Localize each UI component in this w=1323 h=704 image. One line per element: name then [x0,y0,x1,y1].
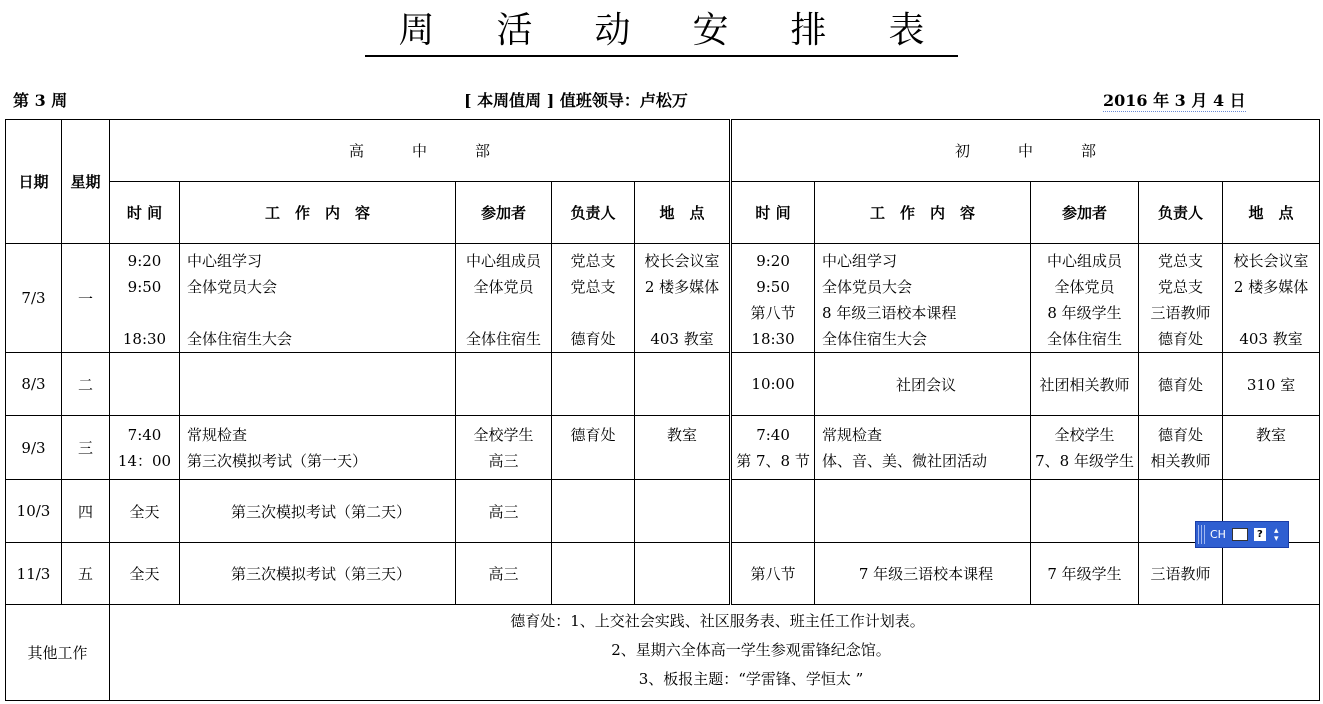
senior-owner-header: 负责人 [552,182,635,244]
junior-content-cell: 社团会议 [815,353,1031,416]
senior-location-header: 地 点 [635,182,731,244]
duty-leader: [ 本周值周 ] 值班领导：卢松万 [464,91,688,110]
junior-location-cell: 校长会议室 2 楼多媒体 403 教室 [1223,244,1320,353]
help-icon[interactable]: ? [1254,528,1266,541]
ime-mode-toggle[interactable]: CH [1210,528,1226,541]
junior-content-cell: 中心组学习 全体党员大会 8 年级三语校本课程 全体住宿生大会 [815,244,1031,353]
senior-participants-cell: 全校学生 高三 [456,416,552,480]
junior-dept-header: 初 中 部 [731,120,1320,182]
senior-content-cell: 常规检查 第三次模拟考试（第一天） [180,416,456,480]
junior-owner-header: 负责人 [1139,182,1223,244]
senior-participants-cell [456,353,552,416]
row-weekday: 二 [62,353,110,416]
week-number: 第 3 周 [13,91,68,110]
row-weekday: 三 [62,416,110,480]
junior-participants-cell: 中心组成员 全体党员 8 年级学生 全体住宿生 [1031,244,1139,353]
senior-location-cell [635,480,731,543]
senior-owner-cell [552,480,635,543]
table-row [6,543,1320,605]
junior-location-cell: 310 室 [1223,353,1320,416]
junior-participants-cell: 全校学生 7、8 年级学生 [1031,416,1139,480]
junior-time-cell: 9:20 9:50 第八节 18:30 [731,244,815,353]
senior-time-cell: 全天 [110,543,180,605]
junior-content-cell [815,480,1031,543]
table-row [6,353,1320,416]
title-text: 周 活 动 安 排 表 [365,2,957,57]
page-title [0,2,1323,57]
junior-location-header: 地 点 [1223,182,1320,244]
senior-owner-cell [552,543,635,605]
senior-time-header: 时 间 [110,182,180,244]
senior-owner-cell: 党总支 党总支 德育处 [552,244,635,353]
senior-dept-header: 高 中 部 [110,120,731,182]
junior-time-cell [731,480,815,543]
other-work-line: 德育处：1、上交社会实践、社区服务表、班主任工作计划表。 [510,612,925,630]
junior-time-cell: 第八节 [731,543,815,605]
senior-owner-cell: 德育处 [552,416,635,480]
junior-participants-cell [1031,480,1139,543]
keyboard-icon[interactable] [1232,528,1248,541]
senior-content-cell [180,353,456,416]
junior-content-header: 工 作 内 容 [815,182,1031,244]
row-date: 10/3 [6,480,62,543]
senior-participants-cell: 高三 [456,543,552,605]
dept-header-row [6,120,1320,182]
document-date: 2016 年 3 月 4 日 [1103,88,1246,112]
senior-location-cell: 校长会议室 2 楼多媒体 403 教室 [635,244,731,353]
table-row [6,244,1320,353]
senior-location-cell: 教室 [635,416,731,480]
junior-time-header: 时 间 [731,182,815,244]
other-work-line: 3、板报主题：“学雷锋、学恒太 ” [638,670,864,688]
table-row [6,480,1320,543]
ime-options-icon[interactable]: ▴ ▾ [1273,525,1279,544]
senior-content-header: 工 作 内 容 [180,182,456,244]
junior-content-cell: 常规检查 体、音、美、微社团活动 [815,416,1031,480]
senior-time-cell: 9:20 9:50 18:30 [110,244,180,353]
junior-content-cell: 7 年级三语校本课程 [815,543,1031,605]
senior-content-cell: 第三次模拟考试（第三天） [180,543,456,605]
senior-participants-header: 参加者 [456,182,552,244]
row-date: 7/3 [6,244,62,353]
senior-content-cell: 第三次模拟考试（第二天） [180,480,456,543]
table-row [6,416,1320,480]
senior-participants-cell: 中心组成员 全体党员 全体住宿生 [456,244,552,353]
junior-owner-cell: 德育处 [1139,353,1223,416]
senior-time-cell: 全天 [110,480,180,543]
junior-location-cell: 教室 [1223,416,1320,480]
date-column-header: 日期 [6,120,62,244]
junior-participants-cell: 社团相关教师 [1031,353,1139,416]
other-work-row [6,605,1320,701]
senior-participants-cell: 高三 [456,480,552,543]
other-work-label: 其他工作 [6,605,110,701]
senior-location-cell [635,353,731,416]
row-date: 8/3 [6,353,62,416]
row-weekday: 一 [62,244,110,353]
senior-owner-cell [552,353,635,416]
row-date: 11/3 [6,543,62,605]
senior-time-cell [110,353,180,416]
weekday-column-header: 星期 [62,120,110,244]
schedule-table [5,119,1320,701]
ime-toolbar[interactable] [1195,521,1289,548]
junior-owner-cell: 三语教师 [1139,543,1223,605]
senior-time-cell: 7:40 14：00 [110,416,180,480]
junior-location-cell [1223,543,1320,605]
junior-participants-cell: 7 年级学生 [1031,543,1139,605]
junior-owner-cell: 德育处 相关教师 [1139,416,1223,480]
junior-owner-cell: 党总支 党总支 三语教师 德育处 [1139,244,1223,353]
junior-participants-header: 参加者 [1031,182,1139,244]
junior-time-cell: 7:40 第 7、8 节 [731,416,815,480]
other-work-content [110,605,1320,701]
row-weekday: 四 [62,480,110,543]
ime-drag-handle[interactable] [1198,525,1206,544]
column-header-row [6,182,1320,244]
other-work-line: 2、星期六全体高一学生参观雷锋纪念馆。 [611,641,891,659]
senior-location-cell [635,543,731,605]
senior-content-cell: 中心组学习 全体党员大会 全体住宿生大会 [180,244,456,353]
junior-time-cell: 10:00 [731,353,815,416]
row-date: 9/3 [6,416,62,480]
row-weekday: 五 [62,543,110,605]
